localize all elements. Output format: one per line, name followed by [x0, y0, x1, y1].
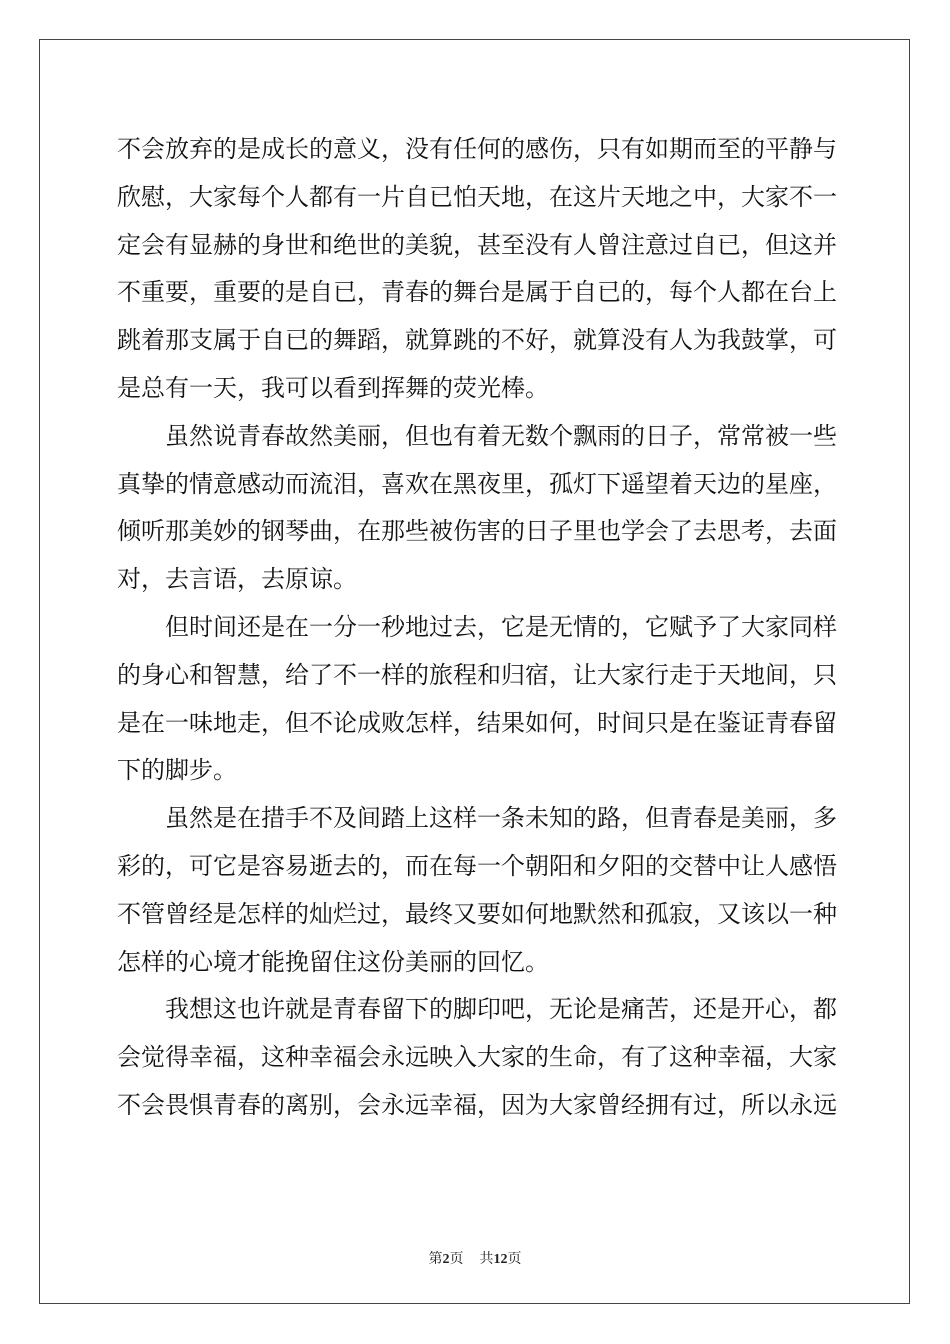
page-prefix: 第 [428, 1251, 443, 1267]
text-line: 彩的，可它是容易逝去的，而在每一个朝阳和夕阳的交替中让人感悟 [117, 851, 837, 880]
paragraph-5 [117, 986, 837, 1129]
paragraph-1 [117, 126, 837, 413]
text-line: 下的脚步。 [117, 756, 237, 785]
page-number: 2 [442, 1252, 450, 1267]
text-line: 虽然是在措手不及间踏上这样一条未知的路，但青春是美丽，多 [165, 804, 837, 833]
text-line: 会觉得幸福，这种幸福会永远映入大家的生命，有了这种幸福，大家 [117, 1043, 837, 1072]
text-line: 怎样的心境才能挽留住这份美丽的回忆。 [117, 947, 549, 976]
total-suffix: 页 [507, 1251, 522, 1267]
text-line: 对，去言语，去原谅。 [117, 565, 357, 594]
text-line: 不重要，重要的是自已，青春的舞台是属于自已的，每个人都在台上 [117, 278, 837, 307]
paragraph-4 [117, 795, 837, 986]
text-line: 欣慰，大家每个人都有一片自已怕天地，在这片天地之中，大家不一 [117, 182, 837, 211]
text-line: 不会畏惧青春的离别，会永远幸福，因为大家曾经拥有过，所以永远 [117, 1090, 837, 1119]
page-footer [0, 1248, 950, 1268]
text-line: 真挚的情意感动而流泪，喜欢在黑夜里，孤灯下遥望着天边的星座， [117, 469, 837, 498]
text-line: 不会放弃的是成长的意义，没有任何的感伤，只有如期而至的平静与 [117, 135, 837, 163]
total-prefix: 共 [479, 1251, 494, 1267]
paragraph-3 [117, 604, 837, 795]
paragraph-2 [117, 413, 837, 604]
total-pages: 12 [493, 1252, 508, 1267]
document-body [117, 126, 837, 1130]
text-line: 的身心和智慧，给了不一样的旅程和归宿，让大家行走于天地间，只 [117, 660, 837, 689]
text-line: 倾听那美妙的钢琴曲，在那些被伤害的日子里也学会了去思考，去面 [117, 517, 837, 546]
text-line: 虽然说青春故然美丽，但也有着无数个飘雨的日子，常常被一些 [165, 421, 837, 450]
text-line: 不管曾经是怎样的灿烂过，最终又要如何地默然和孤寂，又该以一种 [117, 899, 837, 928]
page-suffix: 页 [449, 1251, 464, 1267]
text-line: 是总有一天，我可以看到挥舞的荧光棒。 [117, 373, 549, 402]
text-line: 是在一味地走，但不论成败怎样，结果如何，时间只是在鉴证青春留 [117, 708, 837, 737]
text-line: 跳着那支属于自已的舞蹈，就算跳的不好，就算没有人为我鼓掌，可 [117, 326, 837, 355]
text-line: 但时间还是在一分一秒地过去，它是无情的，它赋予了大家同样 [165, 612, 837, 641]
text-line: 定会有显赫的身世和绝世的美貌，甚至没有人曾注意过自已，但这并 [117, 230, 837, 259]
text-line: 我想这也许就是青春留下的脚印吧，无论是痛苦，还是开心，都 [165, 995, 837, 1024]
